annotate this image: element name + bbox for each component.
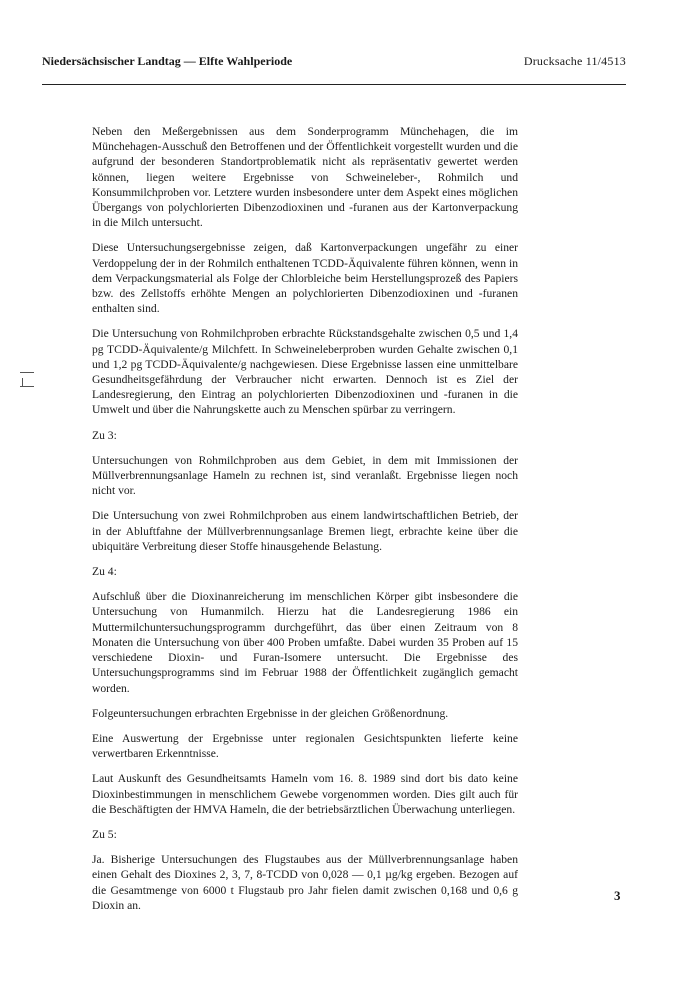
paragraph: Eine Auswertung der Ergebnisse unter regionalen Gesichtspunkten lieferte keine verwertbaren Erkenntnisse.	[92, 731, 518, 761]
header-document-number: Drucksache 11/4513	[523, 54, 626, 68]
paragraph: Die Untersuchung von zwei Rohmilchproben aus einem landwirtschaftlichen Betrieb, der in der Abluftfahne der Müllverbrennungsanlage Bremen liegt, erbrachte keine über die ubiquitäre Verbreitung dieser Stoffe hinausgehende Belastung.	[92, 509, 518, 553]
paragraph: Untersuchungen von Rohmilchproben aus dem Gebiet, in dem mit Immissionen der Müllverbrennungsanlage Hameln zu rechnen ist, sind veranlaßt. Ergebnisse liegen noch nicht vor.	[92, 453, 518, 498]
paragraph: Laut Auskunft des Gesundheitsamts Hameln vom 16. 8. 1989 sind dort bis dato keine Dioxinbestimmungen in menschlichem Gewebe vorgenommen worden. Dies gilt auch für die Beschäftigten der HMVA Hameln, die der betriebsärztlichen Überwachung unterliegen.	[92, 772, 518, 816]
header-rule	[42, 84, 626, 85]
margin-mark	[20, 386, 34, 387]
section-heading: Zu 5:	[92, 827, 117, 841]
paragraph: Aufschluß über die Dioxinanreicherung im menschlichen Körper gibt insbesondere die Untersuchung von Humanmilch. Hierzu hat die Landesregierung 1986 ein Muttermilchuntersuchungsprogramm durchgeführt, das über einen Zeitraum von 8 Monaten die Untersuchung von über 400 Proben umfaßte. Dabei wurden 35 Proben auf 15 verschiedene Dioxin- und Furan-Isomere untersucht. Die Ergebnisse des Untersuchungsprogramms sind im Februar 1988 der Öffentlichkeit zugänglich gemacht worden.	[92, 590, 518, 695]
header-parliament: Niedersächsischer Landtag — Elfte Wahlperiode	[42, 54, 293, 68]
paragraph: Neben den Meßergebnissen aus dem Sonderprogramm Münchehagen, die im Münchehagen-Ausschuß den Betroffenen und der Öffentlichkeit vorgestellt wurden und die aufgrund der besonderen Standortproblematik nicht als repräsentativ gewertet werden können, liegen weitere Ergebnisse von Schweineleber-, Rohmilch und Konsummilchproben vor. Letztere wurden insbesondere unter dem Aspekt eines möglichen Übergangs von polychlorierten Dibenzodioxinen und -furanen aus der Kartonverpackung in die Milch untersucht.	[92, 125, 518, 230]
margin-mark	[20, 372, 34, 373]
page-number: 3	[614, 888, 621, 903]
paragraph: Ja. Bisherige Untersuchungen des Flugstaubes aus der Müllverbrennungsanlage haben einen Gehalt des Dioxines 2, 3, 7, 8-TCDD von 0,028 — 0,1 µg/kg ergeben. Bezogen auf die Gesamtmenge von 6000 t Flugstaub pro Jahr fielen damit zwischen 0,168 und 0,6 g Dioxin an.	[92, 853, 518, 912]
section-heading: Zu 4:	[92, 565, 117, 579]
section-heading: Zu 3:	[92, 428, 117, 442]
paragraph: Diese Untersuchungsergebnisse zeigen, daß Kartonverpackungen ungefähr zu einer Verdoppelung der in der Rohmilch enthaltenen TCDD-Äquivalente führen können, wenn in dem Verpackungsmaterial als Folge der Chlorbleiche beim Herstellungsprozeß des Papiers bzw. des Zellstoffs erhöhte Mengen an polychlorierten Dibenzodioxinen und -furanen enthalten sind.	[92, 241, 518, 316]
paragraph: Die Untersuchung von Rohmilchproben erbrachte Rückstandsgehalte zwischen 0,5 und 1,4 pg TCDD-Äquivalente/g Milchfett. In Schweineleberproben wurden Gehalte zwischen 0,1 und 1,2 pg TCDD-Äquivalente/g nachgewiesen. Diese Ergebnisse lassen eine unmittelbare Gesundheitsgefährdung der Verbraucher nicht erwarten. Dennoch ist es Ziel der Landesregierung, den Eintrag an polychlorierten Dibenzodioxinen und -furanen in die Umwelt und über die Nahrungskette auch zu Menschen spürbar zu verringern.	[92, 327, 518, 417]
page-header	[42, 54, 626, 69]
paragraph: Folgeuntersuchungen erbrachten Ergebnisse in der gleichen Größenordnung.	[92, 706, 449, 720]
body-text	[92, 124, 518, 923]
margin-mark	[22, 378, 23, 386]
